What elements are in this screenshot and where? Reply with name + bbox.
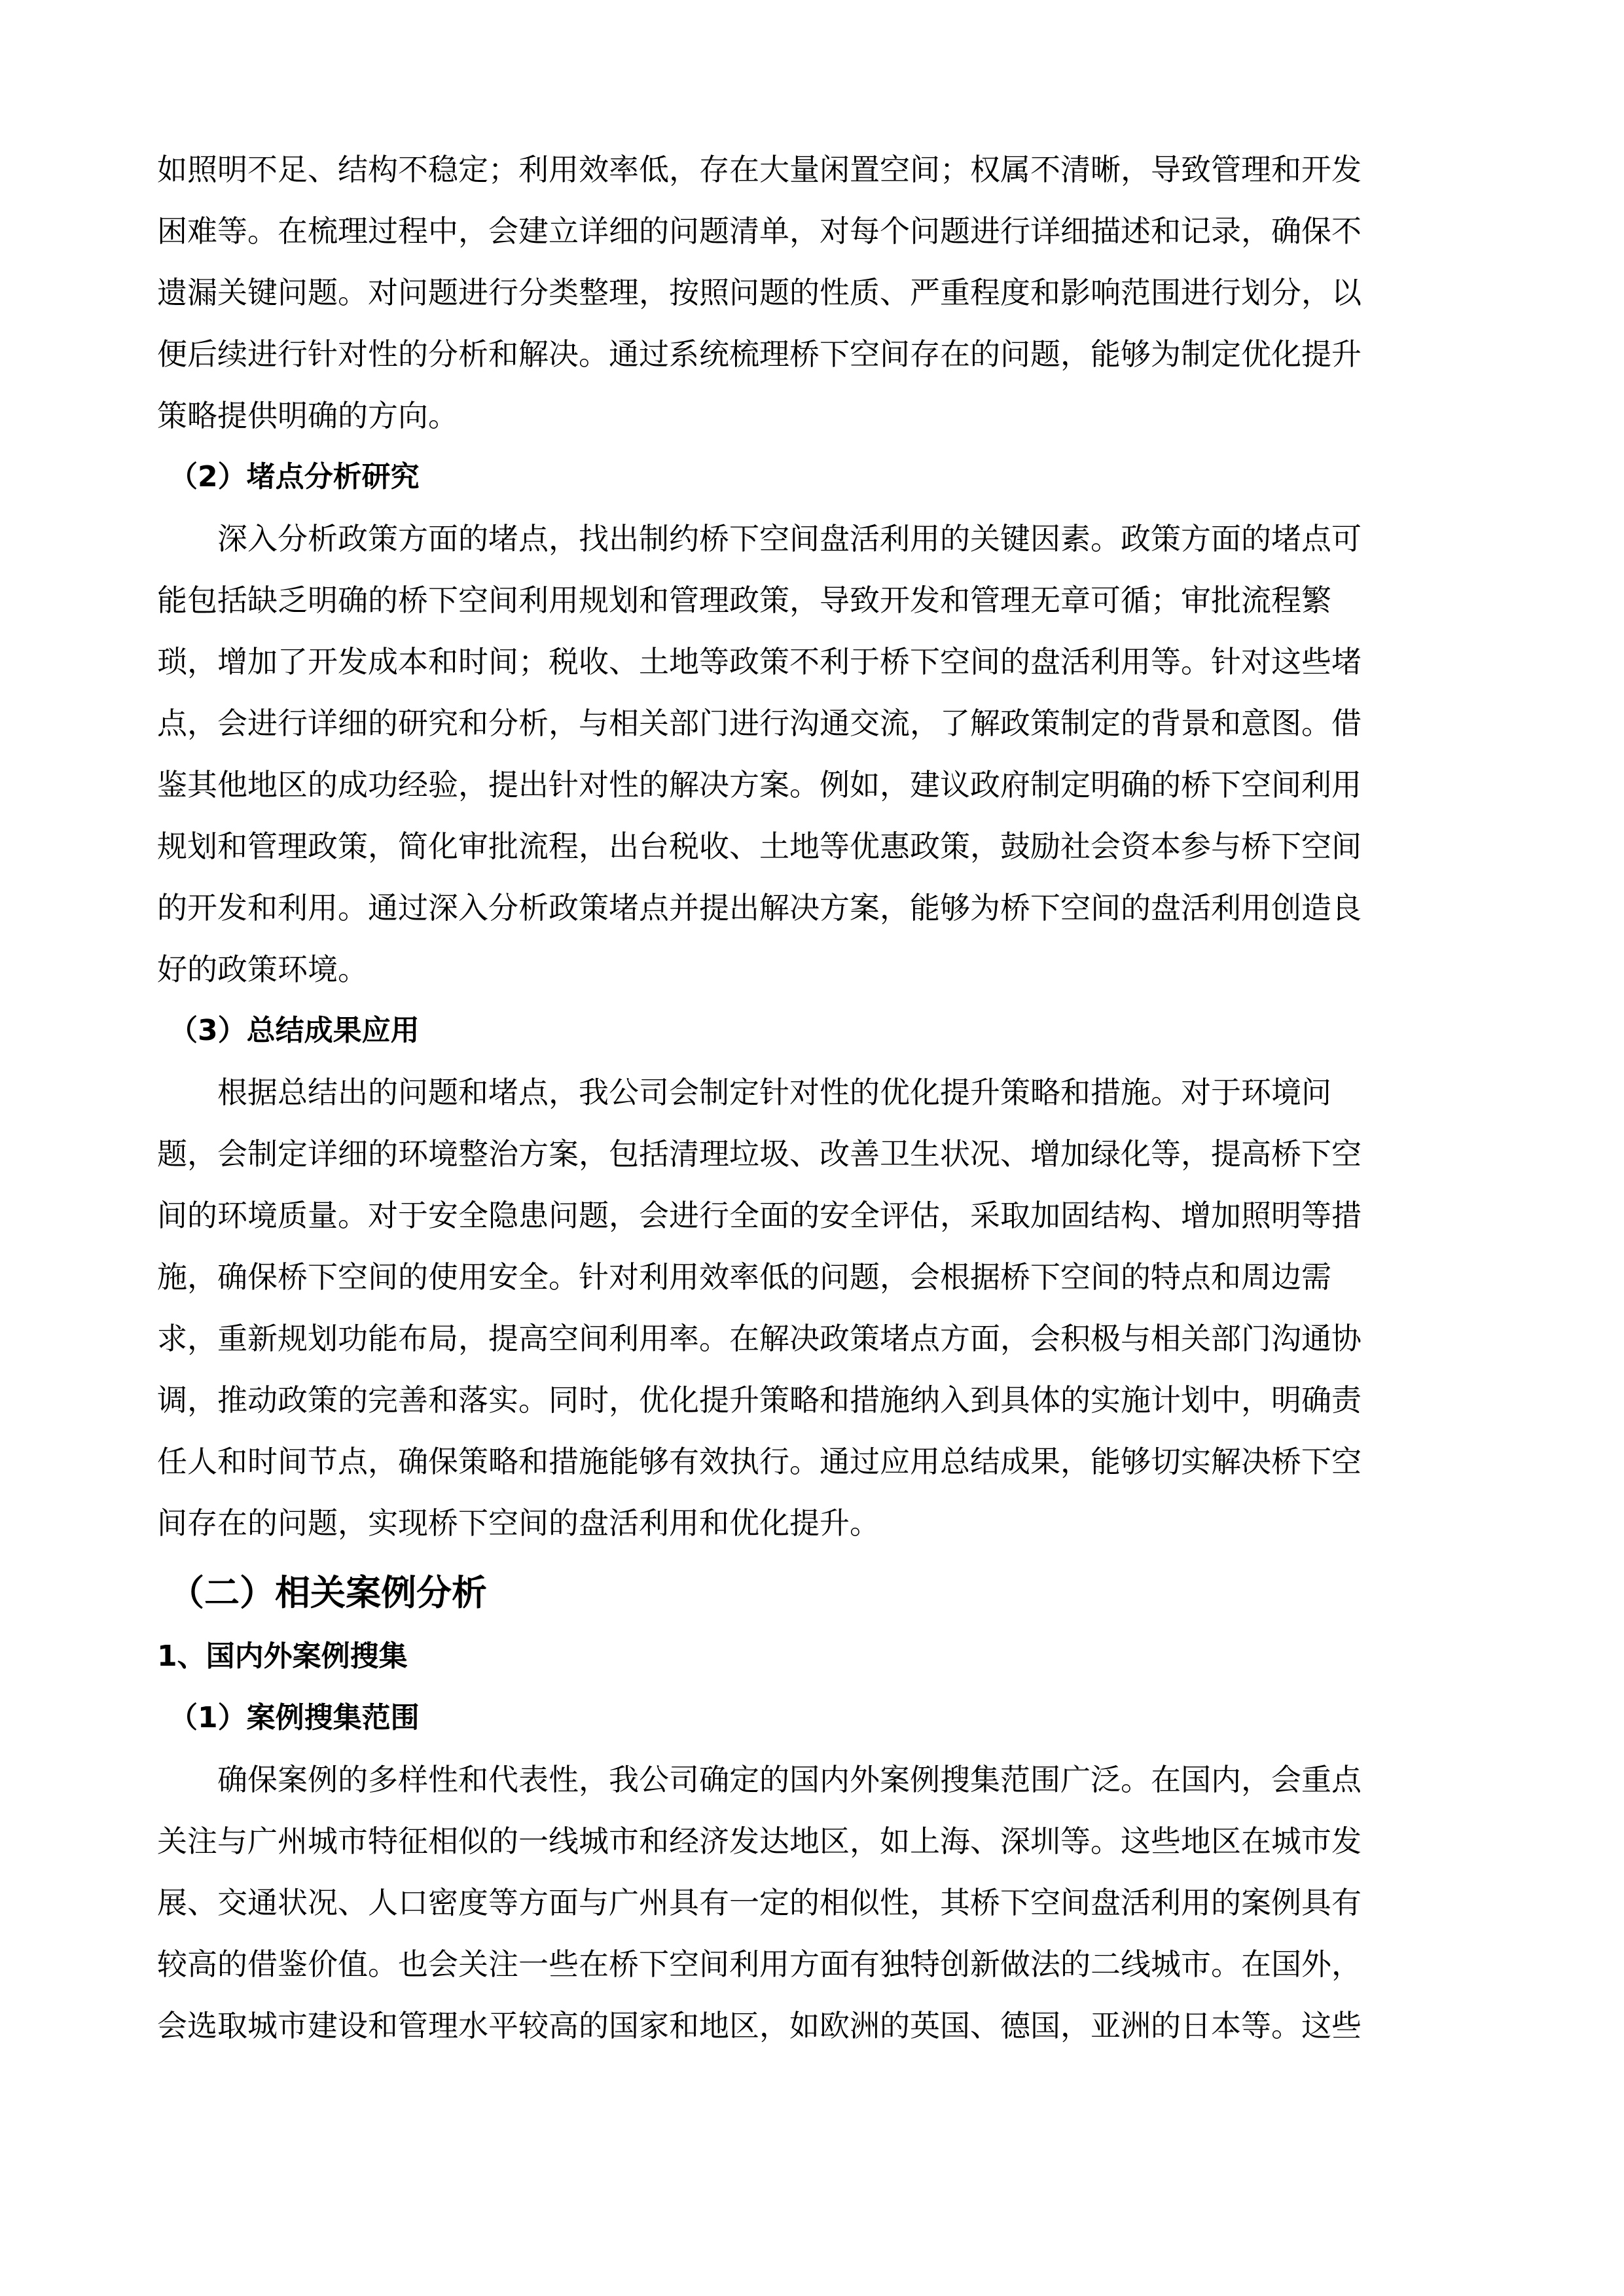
subsection-heading-case-collection: 1、国内外案例搜集 bbox=[157, 1640, 408, 1673]
text-line: 便后续进行针对性的分析和解决。通过系统梳理桥下空间存在的问题，能够为制定优化提升 bbox=[157, 336, 1362, 372]
paragraph-problem-list bbox=[157, 139, 1473, 446]
heading-bottleneck-analysis: （2）堵点分析研究 bbox=[169, 460, 420, 493]
text-line: 关注与广州城市特征相似的一线城市和经济发达地区，如上海、深圳等。这些地区在城市发 bbox=[157, 1823, 1362, 1859]
text-line: 深入分析政策方面的堵点，找出制约桥下空间盘活利用的关键因素。政策方面的堵点可 bbox=[217, 521, 1362, 556]
paragraph-bottleneck-analysis bbox=[157, 508, 1473, 1000]
text-line: 间存在的问题，实现桥下空间的盘活利用和优化提升。 bbox=[157, 1505, 880, 1541]
text-line: 任人和时间节点，确保策略和措施能够有效执行。通过应用总结成果，能够切实解决桥下空 bbox=[157, 1444, 1362, 1479]
heading-results-application: （3）总结成果应用 bbox=[169, 1014, 420, 1047]
text-line: 求，重新规划功能布局，提高空间利用率。在解决政策堵点方面，会积极与相关部门沟通协 bbox=[157, 1321, 1362, 1356]
text-line: 策略提供明确的方向。 bbox=[157, 398, 458, 433]
text-line: 的开发和利用。通过深入分析政策堵点并提出解决方案，能够为桥下空间的盘活利用创造良 bbox=[157, 890, 1362, 925]
text-line: 间的环境质量。对于安全隐患问题，会进行全面的安全评估，采取加固结构、增加照明等措 bbox=[157, 1198, 1362, 1233]
text-line: 能包括缺乏明确的桥下空间利用规划和管理政策，导致开发和管理无章可循；审批流程繁 bbox=[157, 583, 1331, 618]
text-line: 确保案例的多样性和代表性，我公司确定的国内外案例搜集范围广泛。在国内，会重点 bbox=[217, 1762, 1362, 1797]
text-line: 遗漏关键问题。对问题进行分类整理，按照问题的性质、严重程度和影响范围进行划分，以 bbox=[157, 275, 1362, 310]
text-line: 较高的借鉴价值。也会关注一些在桥下空间利用方面有独特创新做法的二线城市。在国外， bbox=[157, 1946, 1362, 1982]
text-line: 好的政策环境。 bbox=[157, 952, 368, 987]
text-line: 如照明不足、结构不稳定；利用效率低，存在大量闲置空间；权属不清晰，导致管理和开发 bbox=[157, 152, 1362, 187]
document-body bbox=[157, 139, 1473, 2056]
text-line: 调，推动政策的完善和落实。同时，优化提升策略和措施纳入到具体的实施计划中，明确责 bbox=[157, 1382, 1362, 1418]
text-line: 琐，增加了开发成本和时间；税收、土地等政策不利于桥下空间的盘活利用等。针对这些堵 bbox=[157, 644, 1362, 679]
text-line: 会选取城市建设和管理水平较高的国家和地区，如欧洲的英国、德国，亚洲的日本等。这些 bbox=[157, 2008, 1362, 2043]
text-line: 规划和管理政策，简化审批流程，出台税收、土地等优惠政策，鼓励社会资本参与桥下空间 bbox=[157, 829, 1362, 864]
text-line: 施，确保桥下空间的使用安全。针对利用效率低的问题，会根据桥下空间的特点和周边需 bbox=[157, 1259, 1331, 1295]
text-line: 根据总结出的问题和堵点，我公司会制定针对性的优化提升策略和措施。对于环境问 bbox=[217, 1075, 1331, 1110]
paragraph-collection-scope bbox=[157, 1749, 1473, 2056]
text-line: 题，会制定详细的环境整治方案，包括清理垃圾、改善卫生状况、增加绿化等，提高桥下空 bbox=[157, 1136, 1362, 1172]
text-line: 困难等。在梳理过程中，会建立详细的问题清单，对每个问题进行详细描述和记录，确保不 bbox=[157, 213, 1362, 249]
text-line: 鉴其他地区的成功经验，提出针对性的解决方案。例如，建议政府制定明确的桥下空间利用 bbox=[157, 767, 1362, 802]
text-line: 展、交通状况、人口密度等方面与广州具有一定的相似性，其桥下空间盘活利用的案例具有 bbox=[157, 1885, 1362, 1920]
text-line: 点，会进行详细的研究和分析，与相关部门进行沟通交流，了解政策制定的背景和意图。借 bbox=[157, 706, 1362, 741]
paragraph-results-application bbox=[157, 1062, 1473, 1554]
section-heading-case-analysis: （二）相关案例分析 bbox=[169, 1572, 487, 1613]
heading-collection-scope: （1）案例搜集范围 bbox=[169, 1701, 420, 1734]
